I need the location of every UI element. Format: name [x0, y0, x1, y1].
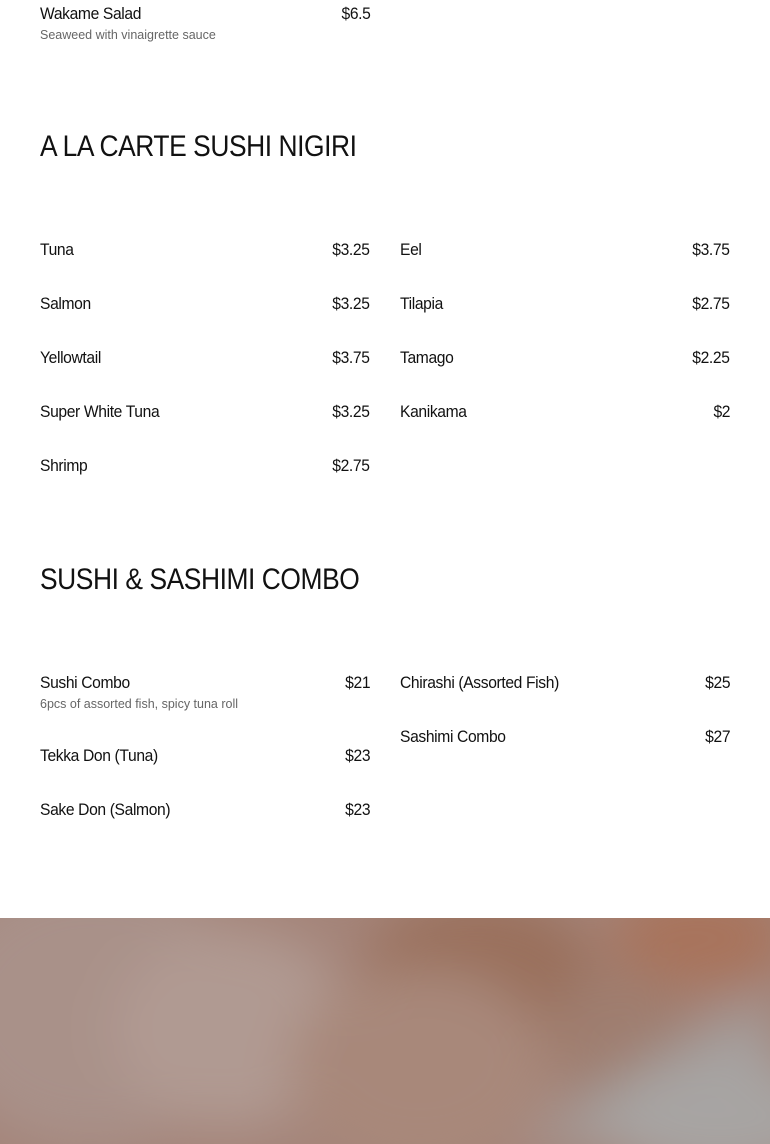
- menu-item: [40, 240, 370, 260]
- item-price: $6.5: [341, 4, 370, 23]
- item-name: Super White Tuna: [40, 402, 160, 421]
- menu-item: [400, 294, 730, 314]
- item-name: Wakame Salad: [40, 4, 142, 23]
- item-name: Tekka Don (Tuna): [40, 746, 158, 765]
- item-price: $23: [345, 800, 370, 819]
- item-price: $23: [345, 746, 370, 765]
- item-name: Shrimp: [40, 456, 88, 475]
- item-name: Sashimi Combo: [400, 727, 506, 746]
- item-name: Sushi Combo: [40, 673, 130, 692]
- menu-item: [40, 673, 370, 711]
- menu-item: [400, 240, 730, 260]
- menu-item: [40, 348, 370, 368]
- menu-item-wakame-salad: [40, 4, 370, 42]
- item-price: $21: [345, 673, 370, 692]
- item-name: Tamago: [400, 348, 454, 367]
- item-price: $3.75: [692, 240, 730, 259]
- item-price: $3.25: [332, 294, 370, 313]
- item-name: Eel: [400, 240, 422, 259]
- food-photo-image: [0, 918, 770, 1144]
- menu-item: [400, 402, 730, 422]
- section-title-nigiri: A LA CARTE SUSHI NIGIRI: [40, 130, 357, 163]
- item-name: Tilapia: [400, 294, 443, 313]
- item-name: Kanikama: [400, 402, 467, 421]
- item-description: Seaweed with vinaigrette sauce: [40, 28, 216, 42]
- item-name: Chirashi (Assorted Fish): [400, 673, 559, 692]
- item-name: Salmon: [40, 294, 91, 313]
- menu-item: [400, 727, 730, 747]
- menu-item: [40, 456, 370, 476]
- menu-item: [40, 746, 370, 766]
- item-price: $2.75: [692, 294, 730, 313]
- item-price: $25: [705, 673, 730, 692]
- menu-item: [400, 673, 730, 693]
- menu-item: [40, 294, 370, 314]
- menu-item: [40, 800, 370, 820]
- item-name: Yellowtail: [40, 348, 101, 367]
- item-name: Tuna: [40, 240, 74, 259]
- item-price: $2: [713, 402, 730, 421]
- item-price: $3.75: [332, 348, 370, 367]
- menu-item: [40, 402, 370, 422]
- item-price: $3.25: [332, 240, 370, 259]
- section-title-combo: SUSHI & SASHIMI COMBO: [40, 563, 360, 596]
- item-price: $3.25: [332, 402, 370, 421]
- item-name: Sake Don (Salmon): [40, 800, 171, 819]
- menu-item: [400, 348, 730, 368]
- item-price: $27: [705, 727, 730, 746]
- food-photo-background: [0, 918, 770, 1144]
- item-price: $2.25: [692, 348, 730, 367]
- item-price: $2.75: [332, 456, 370, 475]
- item-description: 6pcs of assorted fish, spicy tuna roll: [40, 697, 239, 711]
